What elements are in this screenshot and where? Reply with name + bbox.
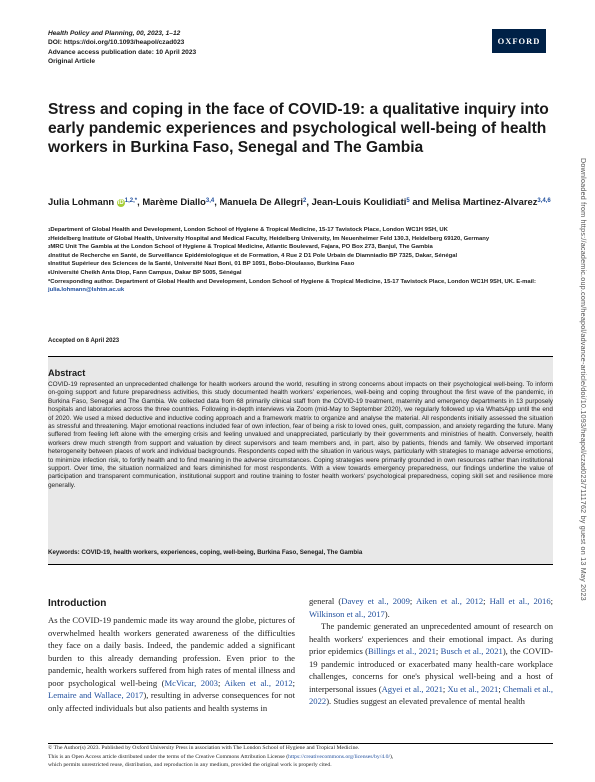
citation-link[interactable]: Agyei et al., 2021 <box>381 683 443 694</box>
keywords-list: COVID-19, health workers, experiences, coping, well-being, Burkina Faso, Senegal, The Gambia <box>81 549 363 556</box>
affiliation-item <box>48 226 553 235</box>
affiliation-item <box>48 235 553 244</box>
corresponding-email[interactable]: julia.lohmann@lshtm.ac.uk <box>48 287 125 294</box>
author-affiliation-ref[interactable]: 2 <box>303 198 307 204</box>
oxford-logo: OXFORD <box>492 29 546 53</box>
advance-access-date: Advance access publication date: 10 April 2023 <box>48 48 197 56</box>
introduction-heading: Introduction <box>48 598 107 609</box>
corresponding-author <box>48 278 553 295</box>
affiliation-item <box>48 260 553 269</box>
citation-link[interactable]: Lemaire and Wallace, 2017 <box>48 690 144 700</box>
affiliation-number: 5 <box>48 261 51 267</box>
abstract-text: COVID-19 represented an unprecedented challenge for health workers around the world, resulting in strong concerns about impacts on their psychological well-being. To inform on-going support and future preparedness activities, this study documented health workers' experiences, well-being and coping throughout the first wave of the pandemic, in Burkina Faso, Senegal and The Gambia. We collected data from 68 primarily clinical staff from the COVID-19 treatment, maternity and emergency departments in 13 purposely hospitals and laboratories across the three countries. Following in-depth interviews via Zoom (mid-May to September 2020), we regularly followed up via WhatsApp until the end of 2020. We used a mixed deductive and inductive coding approach and a framework matrix to organize and analyse the material. All respondents initially assessed the situation as stressful and threatening. Major emotional reactions included fear of own infection, fear of being a risk to loved ones, guilt, compassion, and anxiety regarding the future. Many suffered from feeling left alone with the emerging crisis and feeling unvalued and unappreciated, particularly by their governments and ministries of health. Conversely, health workers drew much strength from support and valuation by direct supervisors and team members and, in part, also by patients, friends and family. We observed important heterogeneity between places of work and individual backgrounds. Respondents coped with the situation in various ways, particularly with strategies to manage adverse emotions, to minimize infection risk, to fortify health and to find meaning in the adverse circumstances. Coping strategies were primarily grounded in own resources rather than institutional support. Over time, the situation normalized and fears diminished for most respondents. With a view towards emergency preparedness, our findings underline the value of participation and transparent communication, institutional support and routine training to foster health workers' psychological preparedness, coping skill set and resilience more generally. <box>48 381 553 489</box>
author-name[interactable]: Julia Lohmann <box>48 196 115 207</box>
affiliation-item <box>48 243 553 252</box>
article-type: Original Article <box>48 58 96 66</box>
author-name[interactable]: Jean-Louis Koulidiati <box>311 196 407 207</box>
affiliation-number: 2 <box>48 235 51 241</box>
body-column-right <box>309 595 553 708</box>
citation-link[interactable]: Busch et al., 2021 <box>440 646 503 656</box>
abstract-bottom-rule <box>48 564 553 565</box>
affiliation-text: Université Cheikh Anta Diop, Fann Campus, Dakar BP 5005, Sénégal <box>50 269 242 276</box>
affiliations <box>48 226 553 295</box>
intro-paragraph: The pandemic generated an unprecedented amount of research on health workers' experiences and their emotional impact. As during prior epidemics (Billings et al., 2021; Busch et al., 2021), the COVID-19 pandemic introduced or exacerbated many health-care workplace challenges, concerns for one's physical well-being and a host of interpersonal issues (Agyei et al., 2021; Xu et al., 2021; Chemali et al., 2022). Studies suggest an elevated prevalence of mental health <box>309 621 553 706</box>
affiliation-number: 4 <box>48 252 51 258</box>
citation-link[interactable]: Davey et al., 2009 <box>341 596 410 606</box>
license-link[interactable]: https://creativecommons.org/licenses/by/4.0/ <box>288 753 391 760</box>
intro-paragraph-continued: general (Davey et al., 2009; Aiken et al., 2012; Hall et al., 2016; Wilkinson et al., 2017). <box>309 596 554 619</box>
affiliation-number: 6 <box>48 269 51 275</box>
author-affiliation-ref[interactable]: 3,4 <box>205 198 215 204</box>
affiliation-number: 1 <box>48 227 51 232</box>
author-affiliation-ref[interactable]: 1,2,* <box>124 198 138 204</box>
abstract-top-rule <box>48 356 553 357</box>
author-name[interactable]: Marème Diallo <box>142 196 206 207</box>
reuse-line: which permits unrestricted reuse, distribution, and reproduction in any medium, provided the original work is properly cited. <box>48 762 332 769</box>
affiliation-text: Department of Global Health and Development, London School of Hygiene & Tropical Medicine, 15-17 Tavistock Place, London WC1H 9SH, UK <box>50 227 448 233</box>
citation-link[interactable]: Billings et al., 2021 <box>367 646 436 656</box>
corresponding-text: *Corresponding author. Department of Global Health and Development, London School of Hygiene & Tropical Medicine, 15-17 Tavistock Place, London WC1H 9SH, UK. E-mail: <box>48 278 536 285</box>
citation-link[interactable]: Hall et al., 2016 <box>489 596 551 606</box>
license-line: This is an Open Access article distributed under the terms of the Creative Commons Attribution License (https://creativecommons.org/licenses/by/4.0/), <box>48 753 394 760</box>
citation-link[interactable]: Wilkinson et al., 2017 <box>309 608 385 619</box>
accepted-date: Accepted on 8 April 2023 <box>48 338 120 344</box>
affiliation-text: Institut Supérieur des Sciences de la Santé, Université Nazi Boni, 01 BP 1091, Bobo-Dioulasso, Burkina Faso <box>50 261 355 268</box>
abstract-heading: Abstract <box>48 368 86 378</box>
affiliation-number: 3 <box>48 244 51 250</box>
author-list: Julia Lohmann $iD^{1,2,*}$, Marème Diallo$^{3,4}$, Manuela De Allegri$^2$, Jean-Louis Koulidiati$^5$ and Melisa Martinez-Alvarez$^{3,4,6}$ <box>48 196 551 207</box>
article-title: Stress and coping in the face of COVID-19: a qualitative inquiry into early pandemic experiences and psychological well-being of health workers in Burkina Faso, Senegal and The Gambia <box>48 101 549 156</box>
affiliation-item <box>48 269 553 278</box>
citation-link[interactable]: Chemali et al., 2022 <box>309 683 553 706</box>
author-name[interactable]: Melisa Martinez-Alvarez <box>431 196 538 207</box>
license-footer <box>48 744 558 770</box>
author-name[interactable]: Manuela De Allegri <box>219 196 303 207</box>
affiliation-item <box>48 252 553 261</box>
article-header <box>48 29 468 67</box>
download-watermark: Downloaded from https://academic.oup.com/heapol/advance-article/doi/10.1093/heapol/czad023/7111762 by guest on 13 May 2023 <box>579 158 588 601</box>
doi-line[interactable]: DOI: https://doi.org/10.1093/heapol/czad023 <box>48 39 185 47</box>
author-affiliation-ref[interactable]: 5 <box>406 198 410 204</box>
author-affiliation-ref[interactable]: 3,4,6 <box>537 198 551 204</box>
citation-link[interactable]: McVicar, 2003 <box>164 677 218 688</box>
journal-citation: Health Policy and Planning, 00, 2023, 1–12 <box>48 30 181 37</box>
citation-link[interactable]: Aiken et al., 2012 <box>415 596 484 606</box>
copyright-line: © The Author(s) 2023. Published by Oxford University Press in association with The London School of Hygiene and Tropical Medicine. <box>48 745 360 751</box>
citation-link[interactable]: Aiken et al., 2012 <box>224 677 293 688</box>
keywords <box>48 549 553 556</box>
affiliation-text: MRC Unit The Gambia at the London School of Hygiene & Tropical Medicine, Atlantic Boulevard, Fajara, PO Box 273, Banjul, The Gambia <box>50 244 433 251</box>
affiliation-text: Institut de Recherche en Santé, de Surveillance Epidémiologique et de Formation, 4 Rue 2 D1 Pole Urbain de Diamniadio BP 7325, Dakar, Sénégal <box>50 252 458 259</box>
body-column-left <box>48 614 295 714</box>
orcid-icon[interactable]: iD <box>117 199 124 206</box>
intro-paragraph: As the COVID-19 pandemic made its way around the globe, pictures of overwhelmed health workers generated awareness of the difficulties they face on a daily basis. Indeed, the pandemic added a significant burden to this already demanding profession. Even prior to the pandemic, health workers suffered from high rates of mental illness and poor psychological well-being (McVicar, 2003; Aiken et al., 2012; Lemaire and Wallace, 2017), resulting in adverse consequences for not only affected individuals but also patients and health systems in <box>48 615 296 713</box>
affiliation-text: Heidelberg Institute of Global Health, University Hospital and Medical Faculty, Heidelberg University, Im Neuenheimer Feld 130.3, Heidelberg 69120, Germany <box>50 235 490 242</box>
keywords-label: Keywords: <box>48 549 80 556</box>
citation-link[interactable]: Xu et al., 2021 <box>447 683 499 694</box>
